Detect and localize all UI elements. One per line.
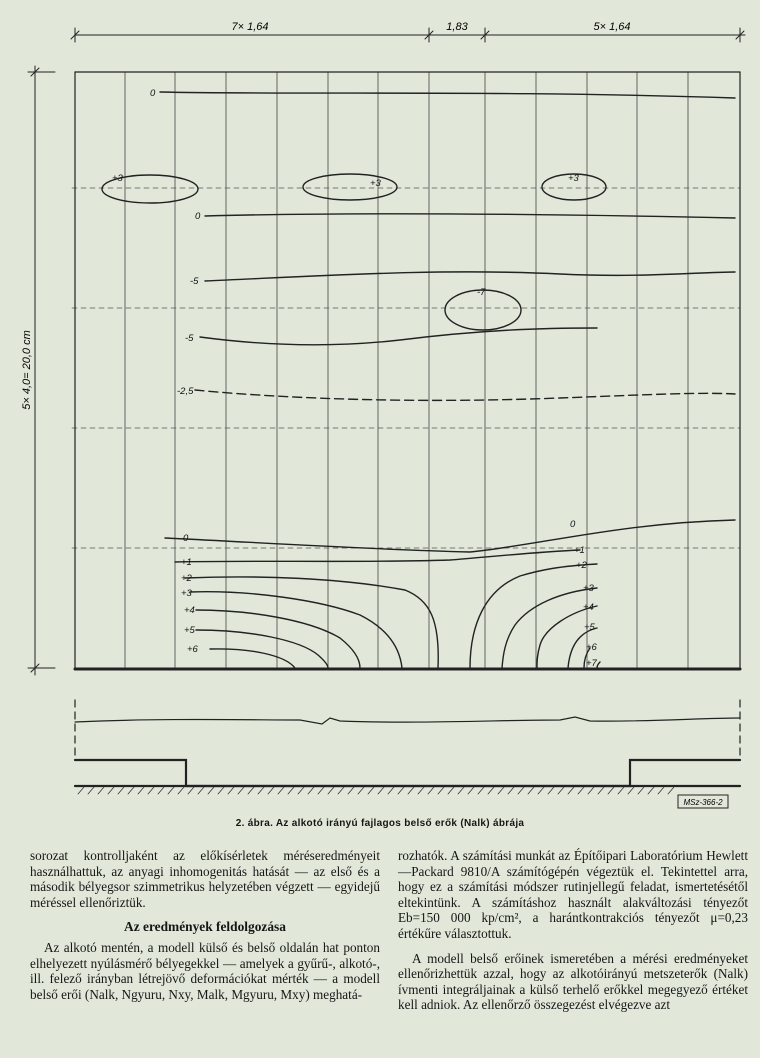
contour-label: +3 bbox=[583, 583, 594, 594]
paragraph: Az alkotó mentén, a modell külső és belső oldalán hat ponton elhelyezett nyúlásmérő bélyegekkel — amelyek a gyűrű-, alkotó-, ill. felező irányban létrejövő deformációkat mérték — a modell belső erői (Nalk, Ngyuru, Nxy, Malk, Mgyuru, Mxy) meghatá- bbox=[30, 939, 380, 1002]
contour-label: +6 bbox=[187, 644, 198, 655]
contour-label: +5 bbox=[584, 622, 595, 633]
figure-code: MSz-366-2 bbox=[683, 798, 723, 807]
contour-label: -2,5 bbox=[177, 386, 194, 397]
contour-label: -7 bbox=[477, 287, 486, 298]
base-block bbox=[75, 760, 740, 786]
contour-label: +2 bbox=[181, 573, 192, 584]
contour-label: 0 bbox=[183, 533, 189, 544]
text-column-left bbox=[30, 848, 380, 1011]
contour-label: +4 bbox=[184, 605, 195, 616]
grid-horizontals bbox=[72, 188, 740, 548]
dim-label-top-mid: 1,83 bbox=[446, 21, 468, 33]
contour-label: +3 bbox=[112, 173, 123, 184]
figure-caption: 2. ábra. Az alkotó irányú fajlagos belső erők (Nalk) ábrája bbox=[235, 818, 525, 829]
contour-label: +6 bbox=[586, 642, 597, 653]
contour-label: +1 bbox=[574, 545, 585, 556]
top-dimension-line bbox=[71, 28, 745, 42]
contours-lower bbox=[165, 520, 735, 668]
lower-diagram bbox=[75, 700, 740, 756]
section-heading: Az eredmények feldolgozása bbox=[124, 919, 286, 935]
dim-label-top-left: 7× 1,64 bbox=[231, 21, 269, 33]
grid-verticals bbox=[125, 72, 688, 668]
contour-label: +1 bbox=[181, 557, 192, 568]
contour-label: -5 bbox=[190, 276, 199, 287]
dim-label-side: 5× 4,0= 20,0 cm bbox=[21, 330, 33, 410]
dim-label-top-right: 5× 1,64 bbox=[593, 21, 631, 33]
paragraph: sorozat kontrolljaként az előkísérletek méréseredményeit használhattuk, az anyagi inhomogenitás hatását — az első és a második bélyegsor szimmetrikus helyzetében végzett — egyidejű méréssel ellenőriztük. bbox=[30, 848, 380, 910]
contour-label: -5 bbox=[185, 333, 194, 344]
paragraph: A modell belső erőinek ismeretében a mérési eredményeket ellenőrizhettük azzal, hogy az alkotóirányú metszeterők (Nalk) ívmenti integráljainak a külső terhelő erőkkel megegyező értéket kell adniok. Az ellenőrző összegezést elvégezve azt bbox=[398, 950, 748, 1013]
base-hatching bbox=[78, 787, 674, 794]
contour-label: +3 bbox=[568, 173, 579, 184]
contour-label: +7 bbox=[586, 658, 597, 669]
contour-label: 0 bbox=[570, 519, 576, 530]
contour-label: +2 bbox=[576, 560, 587, 571]
contour-label: 0 bbox=[150, 88, 156, 99]
contours-upper bbox=[102, 92, 735, 400]
contour-label: +3 bbox=[181, 588, 192, 599]
contour-label: 0 bbox=[195, 211, 201, 222]
contour-label: +3 bbox=[370, 178, 381, 189]
paragraph: rozhatók. A számítási munkát az Építőipari Laboratórium Hewlett—Packard 9810/A számítógépén végeztük el. Tekintettel arra, hogy ez a számítási módszer rutinjellegű feladat, ismertetésétől eltekintünk. A számításhoz használt alakváltozási tényezőt Eb=150 000 kp/cm², a harántkontrakciós tényezőt μ=0,23 értékűre választottuk. bbox=[398, 848, 748, 941]
contour-label: +4 bbox=[583, 602, 594, 613]
contour-label: +5 bbox=[184, 625, 195, 636]
text-column-right bbox=[398, 848, 748, 1022]
